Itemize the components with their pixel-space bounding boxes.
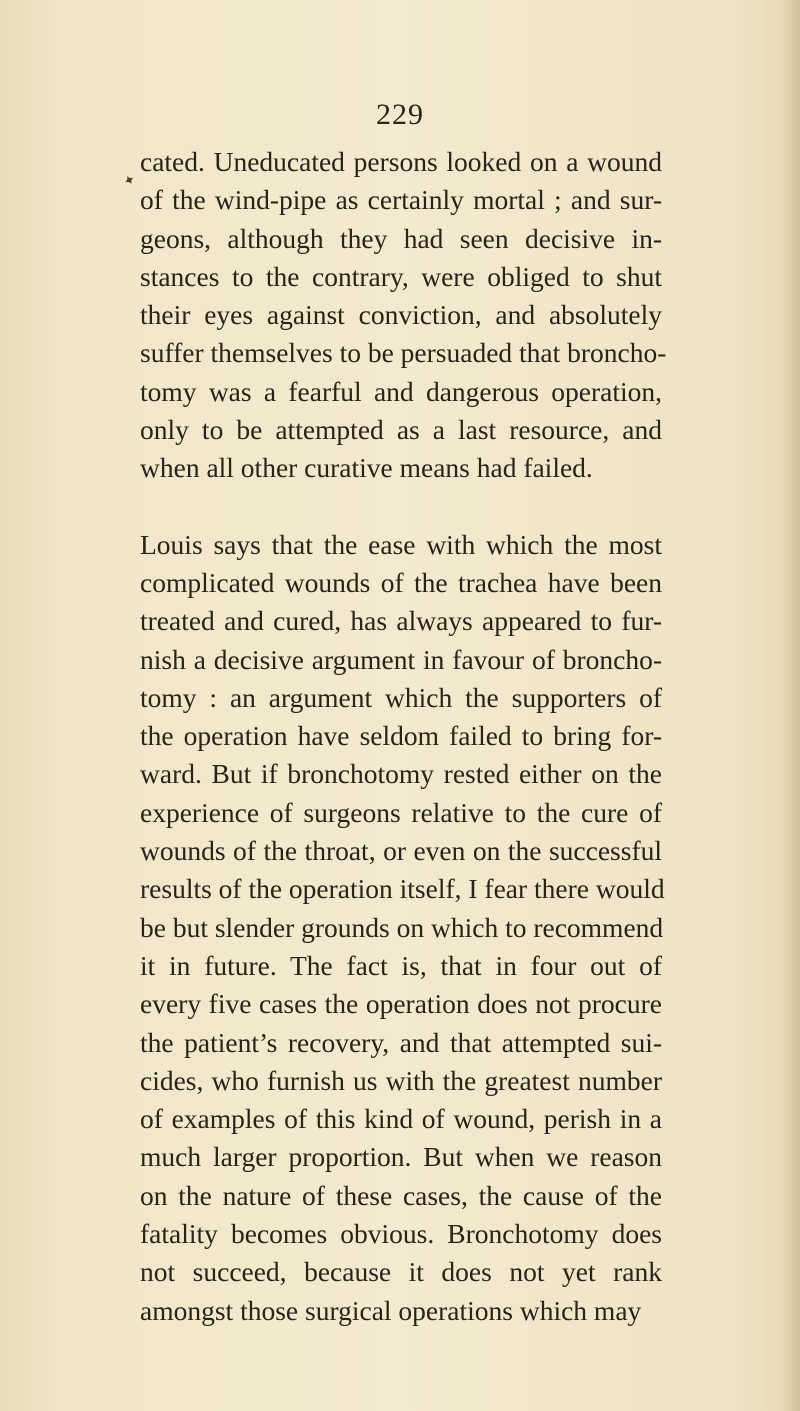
page-edge-shadow xyxy=(782,0,800,1411)
text-line: the patient’s recovery, and that attempted sui- xyxy=(140,1026,662,1058)
text-line: fatality becomes obvious. Bronchotomy does xyxy=(140,1218,662,1250)
text-line: when all other curative means had failed. xyxy=(140,452,593,484)
text-line: only to be attempted as a last resource, and xyxy=(140,414,662,446)
text-line: complicated wounds of the trachea have been xyxy=(140,566,662,598)
paragraph-2 xyxy=(140,526,665,1330)
margin-mark-icon: ✦ xyxy=(120,171,139,191)
paragraph-gap xyxy=(140,488,662,526)
text-line: tomy : an argument which the supporters of xyxy=(140,681,662,713)
text-line: cides, who furnish us with the greatest number xyxy=(140,1064,662,1096)
text-line: experience of surgeons relative to the cure of xyxy=(140,796,662,828)
text-line: of the wind-pipe as certainly mortal ; and sur- xyxy=(140,184,662,216)
text-line: nish a decisive argument in favour of broncho- xyxy=(140,643,662,675)
text-line: wounds of the throat, or even on the successful xyxy=(140,835,662,867)
text-line: stances to the contrary, were obliged to shut xyxy=(140,260,662,292)
text-line: treated and cured, has always appeared to fur- xyxy=(140,605,662,637)
text-line: their eyes against conviction, and absolutely xyxy=(140,299,662,331)
text-line: it in future. The fact is, that in four out of xyxy=(140,949,662,981)
text-line: results of the operation itself, I fear there would xyxy=(140,873,665,905)
text-line: amongst those surgical operations which may xyxy=(140,1294,642,1326)
page-number: 229 xyxy=(376,98,424,131)
text-line: Louis says that the ease with which the most xyxy=(140,528,662,560)
text-line: the operation have seldom failed to bring for- xyxy=(140,720,662,752)
text-line: on the nature of these cases, the cause of the xyxy=(140,1179,662,1211)
text-line: tomy was a fearful and dangerous operation, xyxy=(140,375,662,407)
text-line: be but slender grounds on which to recommend xyxy=(140,911,664,943)
text-line: much larger proportion. But when we reason xyxy=(140,1141,662,1173)
text-line: ward. But if bronchotomy rested either on the xyxy=(140,758,662,790)
text-line: cated. Uneducated persons looked on a wound xyxy=(140,146,662,177)
text-line: geons, although they had seen decisive in- xyxy=(140,222,662,254)
text-line: of examples of this kind of wound, perish in a xyxy=(140,1103,662,1135)
text-line: every five cases the operation does not procure xyxy=(140,988,662,1020)
text-line: suffer themselves to be persuaded that broncho- xyxy=(140,337,667,369)
paragraph-1 xyxy=(140,143,667,488)
text-line: not succeed, because it does not yet rank xyxy=(140,1256,662,1288)
body-text xyxy=(140,143,667,1330)
